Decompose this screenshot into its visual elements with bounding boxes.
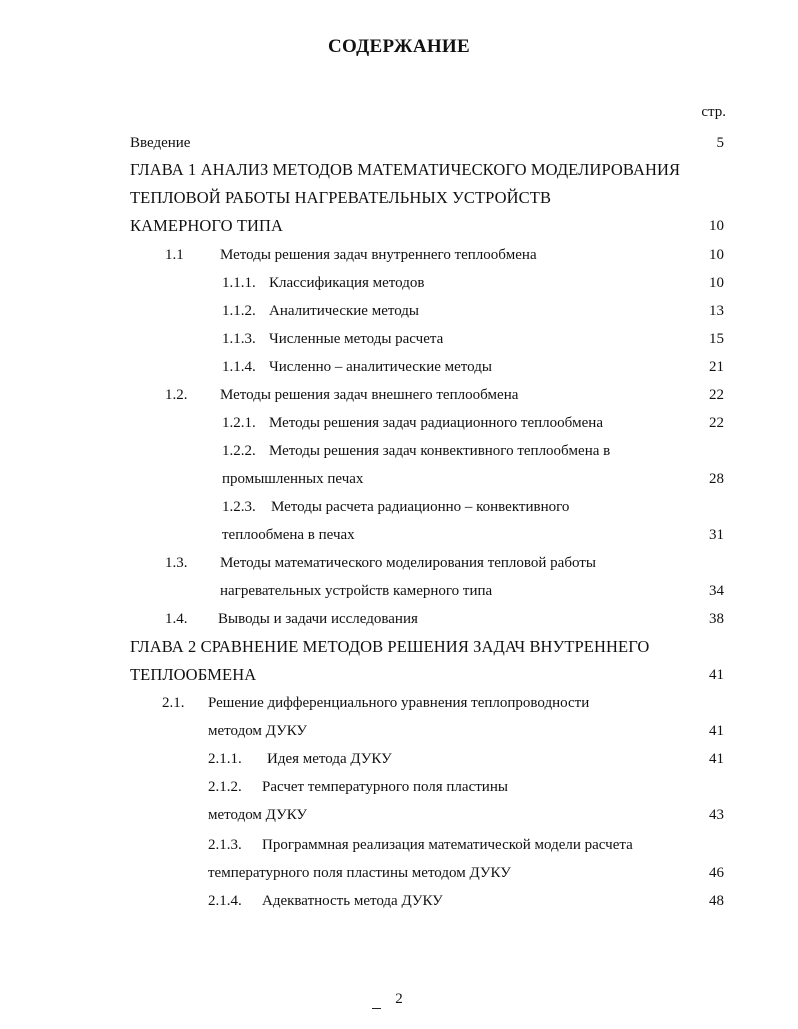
toc-entry-2-1-3-cont: температурного поля пластины методом ДУКУ	[208, 865, 511, 881]
toc-entry-1-2-3: Методы расчета радиационно – конвективного	[271, 499, 570, 515]
toc-entry-intro: Введение	[130, 135, 191, 151]
page-column-header: стр.	[701, 104, 726, 120]
toc-chapter-2-line-1: ГЛАВА 2 СРАВНЕНИЕ МЕТОДОВ РЕШЕНИЯ ЗАДАЧ ВНУТРЕННЕГО	[130, 637, 650, 656]
toc-page-1-1-2: 13	[709, 303, 724, 319]
toc-entry-1-2-2-cont: промышленных печах	[222, 471, 364, 487]
footer-dash-mark	[372, 1008, 381, 1009]
toc-entry-1-1-2: Аналитические методы	[269, 303, 419, 319]
toc-page-1-2-1: 22	[709, 415, 724, 431]
toc-num-2-1-4: 2.1.4.	[208, 893, 242, 909]
toc-entry-1-1-4: Численно – аналитические методы	[269, 359, 492, 375]
toc-page-1-4: 38	[709, 611, 724, 627]
toc-entry-1-2-3-cont: теплообмена в печах	[222, 527, 355, 543]
toc-page-1-1-1: 10	[709, 275, 724, 291]
toc-page-chapter-1: 10	[709, 218, 724, 234]
toc-entry-1-1: Методы решения задач внутреннего теплообмена	[220, 247, 537, 263]
toc-num-2-1-1: 2.1.1.	[208, 751, 242, 767]
toc-entry-2-1-1: Идея метода ДУКУ	[267, 751, 392, 767]
toc-num-1-1-4: 1.1.4.	[222, 359, 256, 375]
toc-page-2-1-3: 46	[709, 865, 724, 881]
page-title: СОДЕРЖАНИЕ	[328, 36, 470, 57]
toc-num-2-1: 2.1.	[162, 695, 185, 711]
toc-entry-1-2-2: Методы решения задач конвективного теплообмена в	[269, 443, 611, 459]
toc-page-2-1-2: 43	[709, 807, 724, 823]
toc-entry-1-3: Методы математического моделирования тепловой работы	[220, 555, 596, 571]
toc-page-2-1-4: 48	[709, 893, 724, 909]
toc-page-1-1-4: 21	[709, 359, 724, 375]
toc-page-1-2-2: 28	[709, 471, 724, 487]
toc-entry-1-3-cont: нагревательных устройств камерного типа	[220, 583, 493, 599]
toc-num-1-4: 1.4.	[165, 611, 188, 627]
toc-num-1-2: 1.2.	[165, 387, 188, 403]
toc-num-2-1-2: 2.1.2.	[208, 779, 242, 795]
toc-num-1-2-3: 1.2.3.	[222, 499, 256, 515]
toc-page-1-2: 22	[709, 387, 724, 403]
toc-num-1-3: 1.3.	[165, 555, 188, 571]
toc-entry-1-1-1: Классификация методов	[269, 275, 425, 291]
toc-page-1-1-3: 15	[709, 331, 724, 347]
toc-page-1-1: 10	[709, 247, 724, 263]
toc-num-2-1-3: 2.1.3.	[208, 837, 242, 853]
toc-entry-2-1-3: Программная реализация математической модели расчета	[262, 837, 633, 853]
toc-entry-2-1-cont: методом ДУКУ	[208, 723, 308, 739]
toc-page-1-2-3: 31	[709, 527, 724, 543]
toc-chapter-1-line-3: КАМЕРНОГО ТИПА	[130, 216, 284, 235]
toc-chapter-2-line-2: ТЕПЛООБМЕНА	[130, 665, 257, 684]
toc-entry-1-4: Выводы и задачи исследования	[218, 611, 418, 627]
toc-num-1-1-1: 1.1.1.	[222, 275, 256, 291]
toc-entry-1-2: Методы решения задач внешнего теплообмена	[220, 387, 519, 403]
toc-page-1-3: 34	[709, 583, 724, 599]
page-number: 2	[395, 991, 403, 1007]
toc-page-intro: 5	[716, 135, 724, 151]
toc-page-2-1-1: 41	[709, 751, 724, 767]
toc-num-1-2-2: 1.2.2.	[222, 443, 256, 459]
toc-page-2-1: 41	[709, 723, 724, 739]
toc-chapter-1-line-1: ГЛАВА 1 АНАЛИЗ МЕТОДОВ МАТЕМАТИЧЕСКОГО МОДЕЛИРОВАНИЯ	[130, 160, 681, 179]
toc-entry-1-1-3: Численные методы расчета	[269, 331, 444, 347]
toc-chapter-1-line-2: ТЕПЛОВОЙ РАБОТЫ НАГРЕВАТЕЛЬНЫХ УСТРОЙСТВ	[130, 188, 552, 207]
toc-entry-2-1-2: Расчет температурного поля пластины	[262, 779, 508, 795]
toc-page-chapter-2: 41	[709, 667, 724, 683]
toc-entry-2-1: Решение дифференциального уравнения теплопроводности	[208, 695, 590, 711]
toc-entry-1-2-1: Методы решения задач радиационного теплообмена	[269, 415, 603, 431]
toc-num-1-1-2: 1.1.2.	[222, 303, 256, 319]
toc-num-1-1: 1.1	[165, 247, 184, 263]
toc-num-1-1-3: 1.1.3.	[222, 331, 256, 347]
toc-entry-2-1-2-cont: методом ДУКУ	[208, 807, 308, 823]
toc-num-1-2-1: 1.2.1.	[222, 415, 256, 431]
toc-entry-2-1-4: Адекватность метода ДУКУ	[262, 893, 443, 909]
